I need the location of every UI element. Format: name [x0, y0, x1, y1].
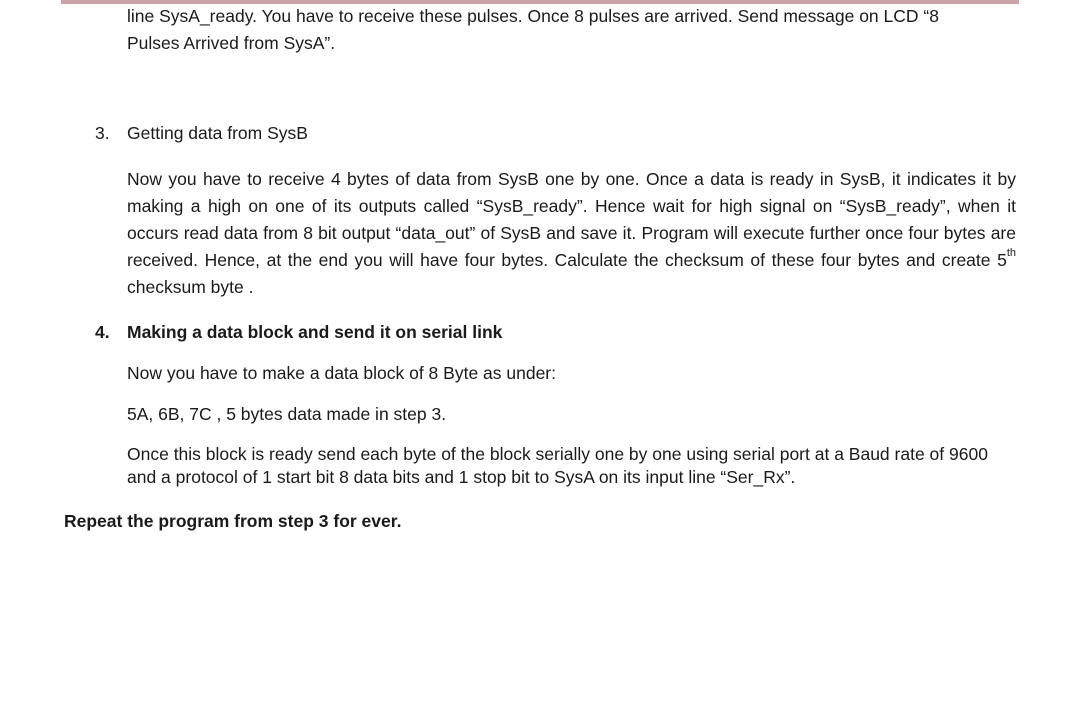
section-3-title: Getting data from SysB: [127, 123, 308, 143]
intro-line-1: line SysA_ready. You have to receive these pulses. Once 8 pulses are arrived. Send message on LCD “8: [127, 6, 939, 26]
section-4-paragraph-1: Now you have to make a data block of 8 Byte as under:: [127, 363, 556, 383]
section-4-number: 4.: [95, 322, 110, 342]
ordinal-superscript: th: [1006, 247, 1016, 260]
section-3-body: [127, 166, 1016, 301]
section-3-body-tail: checksum byte .: [127, 277, 254, 297]
section-3-number: 3.: [95, 123, 110, 143]
section-3-body-text: Now you have to receive 4 bytes of data from SysB one by one. Once a data is ready in SysB, it indicates it by making a high on one of its outputs called “SysB_ready”. Hence wait for high signal on “SysB_ready”, when it occurs read data from 8 bit output “data_out” of SysB and save it. Program will execute further once four bytes are received. Hence, at the end you will have four bytes. Calculate the checksum of these four bytes and create 5: [127, 169, 1016, 270]
section-4-paragraph-3: Once this block is ready send each byte of the block serially one by one using serial port at a Baud rate of 9600 and a protocol of 1 start bit 8 data bits and 1 stop bit to SysA on its input line “Ser_Rx”.: [127, 444, 988, 487]
section-4-title: Making a data block and send it on serial link: [127, 322, 503, 342]
intro-line-2: Pulses Arrived from SysA”.: [127, 33, 336, 53]
intro-paragraph: [127, 3, 1016, 57]
section-4-paragraph-2: 5A, 6B, 7C , 5 bytes data made in step 3.: [127, 404, 447, 424]
closing-instruction: Repeat the program from step 3 for ever.: [64, 511, 402, 531]
